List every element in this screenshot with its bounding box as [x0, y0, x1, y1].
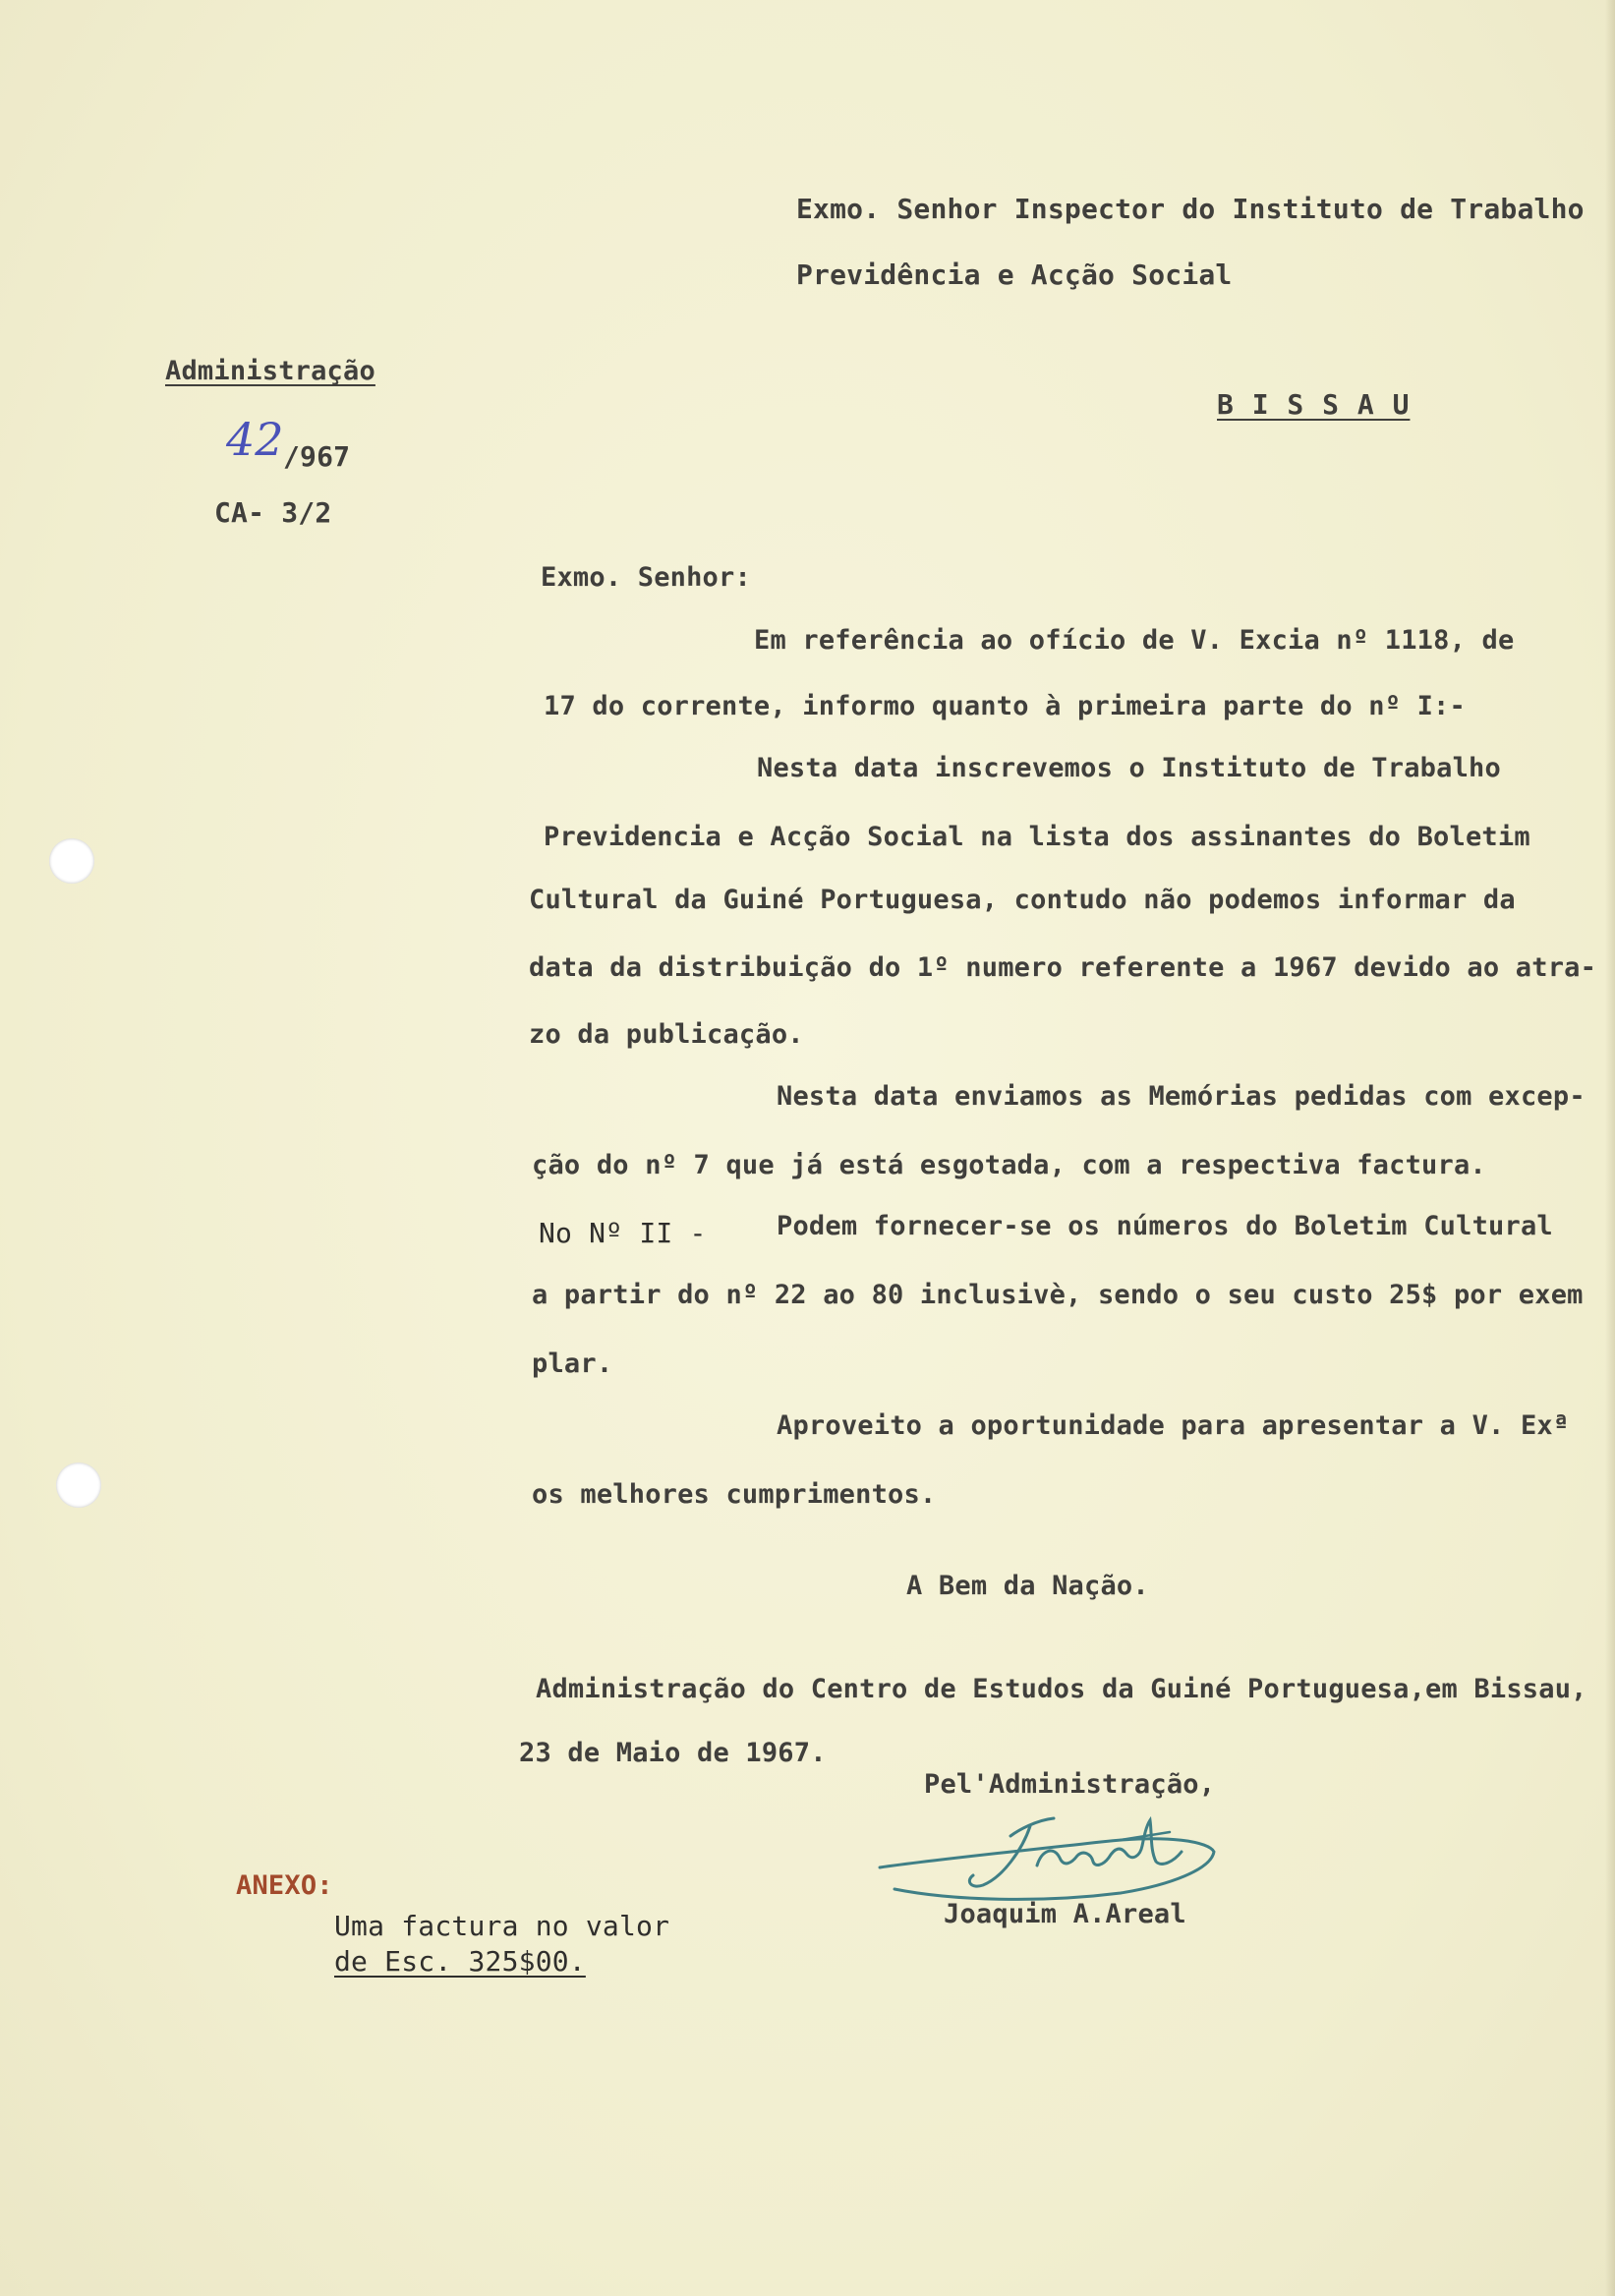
signer-name: Joaquim A.Areal	[944, 1899, 1186, 1929]
handwritten-reference-number: 42	[226, 413, 284, 466]
body-line: Nesta data inscrevemos o Instituto de Trabalho	[757, 753, 1501, 783]
annex-label: ANEXO:	[236, 1870, 333, 1901]
body-line: Cultural da Guiné Portuguesa, contudo não podemos informar da	[529, 885, 1516, 915]
department-label: Administração	[165, 356, 375, 386]
reference-code: CA- 3/2	[214, 496, 332, 529]
item-label: No Nº II -	[539, 1217, 707, 1249]
body-line: Podem fornecer-se os números do Boletim Cultural	[777, 1211, 1553, 1241]
recipient-line-2: Previdência e Acção Social	[796, 258, 1233, 291]
body-line: ção do nº 7 que já está esgotada, com a respectiva factura.	[532, 1150, 1486, 1180]
reference-year: /967	[283, 440, 351, 473]
closing-date: 23 de Maio de 1967.	[519, 1738, 827, 1768]
body-line: Aproveito a oportunidade para apresentar a V. Exª	[777, 1410, 1570, 1441]
closing-place-line: Administração do Centro de Estudos da Guiné Portuguesa,em Bissau,	[536, 1674, 1587, 1704]
recipient-city: B I S S A U	[1217, 388, 1411, 421]
body-line: plar.	[532, 1349, 613, 1379]
recipient-line-1: Exmo. Senhor Inspector do Instituto de Trabalho	[796, 193, 1585, 225]
body-line: a partir do nº 22 ao 80 inclusivè, sendo o seu custo 25$ por exem	[532, 1280, 1584, 1310]
closing-motto: A Bem da Nação.	[906, 1571, 1149, 1601]
annex-line-1: Uma factura no valor	[334, 1910, 670, 1942]
punch-hole-bottom	[56, 1463, 101, 1508]
page-edge-shadow	[1605, 0, 1615, 2296]
annex-line-2: de Esc. 325$00.	[334, 1945, 586, 1978]
body-line: Previdencia e Acção Social na lista dos assinantes do Boletim	[544, 822, 1530, 852]
body-line: 17 do corrente, informo quanto à primeira parte do nº I:-	[544, 691, 1466, 721]
punch-hole-top	[49, 838, 94, 884]
body-line: data da distribuição do 1º numero referente a 1967 devido ao atra-	[529, 952, 1597, 983]
closing-for-line: Pel'Administração,	[924, 1769, 1216, 1800]
body-line: os melhores cumprimentos.	[532, 1479, 937, 1510]
salutation: Exmo. Senhor:	[541, 562, 751, 593]
body-line: Nesta data enviamos as Memórias pedidas com excep-	[777, 1081, 1586, 1112]
body-line: zo da publicação.	[529, 1019, 804, 1050]
body-line: Em referência ao ofício de V. Excia nº 1118, de	[754, 625, 1515, 656]
